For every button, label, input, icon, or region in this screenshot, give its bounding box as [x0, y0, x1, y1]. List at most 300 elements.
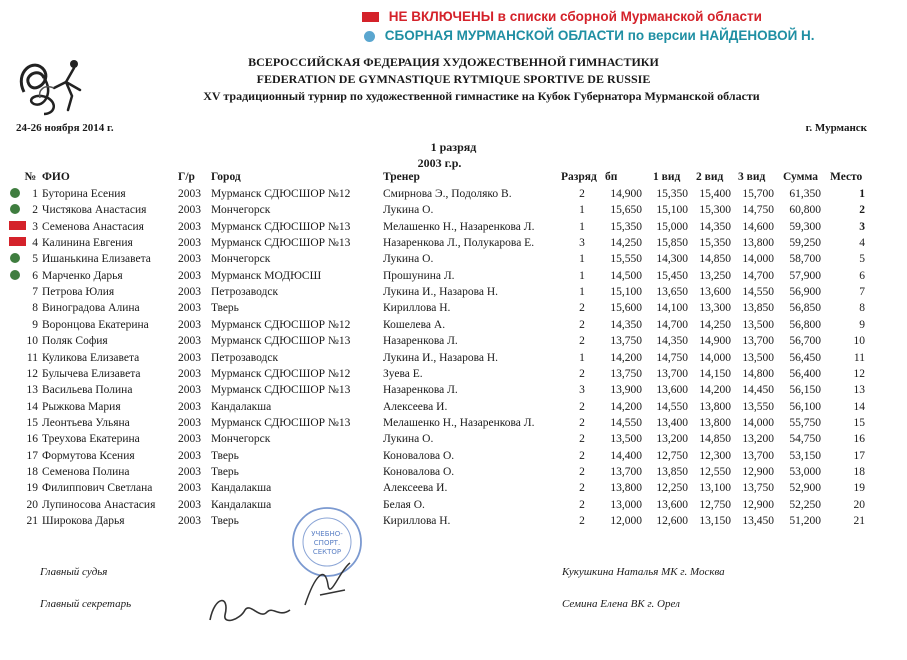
cell-year: 2003: [178, 188, 201, 200]
cell-sum: 56,900: [789, 286, 821, 299]
cell-city: Мурманск СДЮСШОР №13: [211, 335, 351, 348]
cell-coach: Назаренкова Л.: [383, 335, 458, 348]
cell-place: 8: [859, 302, 865, 315]
table-row: [0, 286, 907, 302]
cell-name: Лупиносова Анастасия: [42, 498, 156, 511]
federation-title-ru: ВСЕРОССИЙСКАЯ ФЕДЕРАЦИЯ ХУДОЖЕСТВЕННОЙ ГИМНАСТИКИ: [248, 55, 659, 69]
cell-year: 2003: [178, 204, 201, 217]
cell-num: 5: [32, 253, 38, 266]
table-row: [0, 319, 907, 335]
cell-v1: 13,200: [656, 433, 688, 446]
cell-v1: 12,750: [656, 449, 688, 462]
event-city: г. Мурманск: [805, 122, 867, 134]
cell-year: 2003: [178, 416, 201, 429]
cell-bp: 15,550: [610, 253, 642, 266]
cell-place: 12: [853, 367, 865, 380]
cell-sum: 58,700: [789, 253, 821, 266]
cell-coach: Лукина О.: [383, 253, 434, 266]
cell-v1: 15,850: [656, 237, 688, 250]
cell-name: Треухова Екатерина: [42, 433, 140, 446]
cell-coach: Зуева Е.: [383, 367, 423, 380]
cell-sum: 56,700: [789, 335, 821, 348]
cell-num: 14: [26, 400, 38, 413]
svg-text:УЧЕБНО-: УЧЕБНО-: [311, 530, 343, 538]
table-row: [0, 270, 907, 286]
cell-num: 4: [32, 237, 38, 250]
cell-v3: 14,600: [742, 220, 774, 233]
cell-num: 7: [32, 286, 38, 299]
cell-year: 2003: [178, 515, 201, 527]
cell-v2: 14,850: [699, 253, 731, 266]
chief-judge-label: Главный судья: [40, 566, 108, 578]
cell-place: 15: [853, 416, 865, 429]
cell-coach: Кириллова Н.: [383, 515, 451, 527]
cell-year: 2003: [178, 449, 201, 462]
cell-name: Виноградова Алина: [42, 302, 140, 315]
cell-place: 1: [859, 188, 865, 200]
cell-v3: 14,450: [742, 384, 774, 397]
cell-num: 11: [26, 351, 38, 364]
cell-place: 19: [853, 482, 865, 495]
cell-city: Мурманск СДЮСШОР №13: [211, 220, 351, 233]
cell-v2: 14,250: [699, 318, 731, 331]
col-bp: бп: [605, 171, 618, 183]
cell-name: Чистякова Анастасия: [42, 204, 147, 217]
cell-num: 13: [26, 384, 38, 397]
table-row: [0, 384, 907, 400]
cell-v1: 12,250: [656, 482, 688, 495]
cell-num: 2: [32, 204, 38, 217]
cell-year: 2003: [178, 335, 201, 348]
cell-year: 2003: [178, 220, 201, 233]
cell-v3: 13,700: [742, 449, 774, 462]
cell-coach: Мелашенко Н., Назаренкова Л.: [383, 416, 535, 429]
cell-coach: Прошунина Л.: [383, 269, 455, 282]
cell-v3: 13,450: [742, 515, 774, 527]
cell-bp: 13,500: [610, 433, 642, 446]
cell-num: 16: [26, 433, 38, 446]
cell-v3: 12,900: [742, 465, 774, 478]
cell-bp: 13,900: [610, 384, 642, 397]
cell-v2: 13,150: [699, 515, 731, 527]
cell-rank: 2: [579, 465, 585, 478]
legend-team: [364, 28, 815, 43]
cell-v2: 13,100: [699, 482, 731, 495]
cell-v3: 13,500: [742, 351, 774, 364]
cell-v2: 15,350: [699, 237, 731, 250]
cell-v1: 14,100: [656, 302, 688, 315]
cell-place: 20: [853, 498, 865, 511]
cell-v2: 13,300: [699, 302, 731, 315]
event-dates: 24-26 ноября 2014 г.: [16, 122, 114, 134]
table-row: [0, 450, 907, 466]
cell-year: 2003: [178, 367, 201, 380]
federation-title-fr: FEDERATION DE GYMNASTIQUE RYTMIQUE SPORTIVE DE RUSSIE: [256, 72, 651, 86]
cell-v2: 14,900: [699, 335, 731, 348]
cell-v3: 15,700: [742, 188, 774, 200]
cell-place: 13: [853, 384, 865, 397]
cell-bp: 14,200: [610, 400, 642, 413]
cell-year: 2003: [178, 465, 201, 478]
cell-v1: 13,700: [656, 367, 688, 380]
chief-secretary-label: Главный секретарь: [40, 598, 132, 610]
cell-city: Тверь: [211, 515, 239, 527]
table-row: [0, 433, 907, 449]
svg-text:СПОРТ.: СПОРТ.: [313, 539, 341, 547]
cell-sum: 53,150: [789, 449, 821, 462]
table-row: [0, 335, 907, 351]
cell-v1: 14,700: [656, 318, 688, 331]
secretary-signature: [205, 590, 295, 635]
cell-coach: Мелашенко Н., Назаренкова Л.: [383, 220, 535, 233]
cell-sum: 56,150: [789, 384, 821, 397]
cell-sum: 60,800: [789, 204, 821, 217]
cell-sum: 61,350: [789, 188, 821, 200]
cell-v2: 14,350: [699, 220, 731, 233]
cell-coach: Лукина И., Назарова Н.: [383, 351, 499, 364]
green-dot-icon: [10, 188, 20, 198]
cell-v3: 13,200: [742, 433, 774, 446]
cell-num: 21: [26, 515, 38, 527]
cell-name: Широкова Дарья: [42, 515, 125, 527]
col-city: Город: [211, 171, 241, 183]
cell-v3: 13,700: [742, 335, 774, 348]
cell-rank: 3: [579, 237, 585, 250]
cell-coach: Лукина И., Назарова Н.: [383, 286, 499, 299]
cell-city: Мончегорск: [211, 433, 271, 446]
cell-coach: Коновалова О.: [383, 449, 455, 462]
cell-city: Петрозаводск: [211, 351, 279, 364]
table-row: [0, 204, 907, 220]
cell-coach: Кошелева А.: [383, 318, 446, 331]
cell-v3: 13,750: [742, 482, 774, 495]
cell-num: 9: [32, 318, 38, 331]
cell-name: Петрова Юлия: [42, 286, 115, 299]
col-v2: 2 вид: [696, 171, 724, 183]
red-square-icon: [362, 12, 379, 22]
cell-city: Кандалакша: [211, 498, 272, 511]
cell-coach: Назаренкова Л.: [383, 384, 458, 397]
cell-place: 10: [853, 335, 865, 348]
table-row: [0, 352, 907, 368]
cell-rank: 2: [579, 482, 585, 495]
cell-sum: 57,900: [789, 269, 821, 282]
cell-num: 1: [32, 188, 38, 200]
cell-sum: 56,800: [789, 318, 821, 331]
cell-rank: 2: [579, 302, 585, 315]
cell-sum: 56,400: [789, 367, 821, 380]
cell-v1: 15,450: [656, 269, 688, 282]
cell-city: Мурманск СДЮСШОР №12: [211, 318, 351, 331]
cell-rank: 1: [579, 269, 585, 282]
cell-year: 2003: [178, 269, 201, 282]
cell-place: 21: [853, 515, 865, 527]
cell-place: 14: [853, 400, 865, 413]
cell-year: 2003: [178, 302, 201, 315]
cell-coach: Алексеева И.: [383, 400, 448, 413]
cell-v2: 14,200: [699, 384, 731, 397]
cell-year: 2003: [178, 351, 201, 364]
table-row: [0, 237, 907, 253]
cell-v3: 14,000: [742, 253, 774, 266]
cell-v1: 13,600: [656, 498, 688, 511]
cell-v2: 13,800: [699, 416, 731, 429]
cell-city: Петрозаводск: [211, 286, 279, 299]
cell-name: Семенова Полина: [42, 465, 130, 478]
cell-v3: 14,800: [742, 367, 774, 380]
col-v3: 3 вид: [738, 171, 766, 183]
cell-year: 2003: [178, 498, 201, 511]
cell-sum: 52,900: [789, 482, 821, 495]
cell-city: Мурманск СДЮСШОР №12: [211, 367, 351, 380]
cell-place: 11: [853, 351, 865, 364]
cell-v1: 13,400: [656, 416, 688, 429]
cell-sum: 54,750: [789, 433, 821, 446]
cell-num: 17: [26, 449, 38, 462]
cell-place: 18: [853, 465, 865, 478]
cell-v2: 15,400: [699, 188, 731, 200]
cell-v1: 13,650: [656, 286, 688, 299]
cell-v1: 15,350: [656, 188, 688, 200]
cell-num: 19: [26, 482, 38, 495]
cell-rank: 2: [579, 367, 585, 380]
cell-v1: 14,750: [656, 351, 688, 364]
cell-rank: 1: [579, 351, 585, 364]
col-sum: Сумма: [783, 171, 818, 183]
cell-bp: 15,350: [610, 220, 642, 233]
cell-sum: 59,300: [789, 220, 821, 233]
table-row: [0, 417, 907, 433]
cell-v2: 14,850: [699, 433, 731, 446]
cell-v2: 15,300: [699, 204, 731, 217]
cell-rank: 2: [579, 449, 585, 462]
cell-num: 6: [32, 269, 38, 282]
cell-coach: Назаренкова Л., Полукарова Е.: [383, 237, 535, 250]
cell-sum: 56,850: [789, 302, 821, 315]
cell-coach: Лукина О.: [383, 433, 434, 446]
cell-coach: Лукина О.: [383, 204, 434, 217]
cell-num: 10: [26, 335, 38, 348]
cell-city: Тверь: [211, 449, 239, 462]
col-rank: Разряд: [561, 171, 597, 183]
cell-name: Марченко Дарья: [42, 269, 123, 282]
table-row: [0, 466, 907, 482]
chief-secretary-name: Семина Елена ВК г. Орел: [562, 598, 680, 610]
cell-v2: 14,000: [699, 351, 731, 364]
cell-v3: 13,550: [742, 400, 774, 413]
cell-bp: 13,700: [610, 465, 642, 478]
cell-year: 2003: [178, 253, 201, 266]
col-year: Г/р: [178, 171, 195, 183]
table-row: [0, 515, 907, 531]
legend-blue-text: СБОРНАЯ МУРМАНСКОЙ ОБЛАСТИ по версии НАЙДЕНОВОЙ Н.: [384, 28, 815, 43]
cell-rank: 3: [579, 384, 585, 397]
cell-city: Мурманск СДЮСШОР №13: [211, 416, 351, 429]
cell-v3: 13,500: [742, 318, 774, 331]
cell-name: Куликова Елизавета: [42, 351, 140, 364]
table-row: [0, 253, 907, 269]
cell-bp: 13,800: [610, 482, 642, 495]
cell-city: Мурманск СДЮСШОР №13: [211, 384, 351, 397]
cell-v2: 13,800: [699, 400, 731, 413]
cell-year: 2003: [178, 400, 201, 413]
cell-place: 7: [859, 286, 865, 299]
cell-name: Булычева Елизавета: [42, 367, 141, 380]
cell-coach: Смирнова Э., Подоляко В.: [383, 188, 512, 200]
cell-rank: 1: [579, 253, 585, 266]
cell-v3: 14,750: [742, 204, 774, 217]
cell-bp: 13,750: [610, 335, 642, 348]
cell-v1: 12,600: [656, 515, 688, 527]
cell-v1: 13,600: [656, 384, 688, 397]
cell-sum: 55,750: [789, 416, 821, 429]
cell-city: Кандалакша: [211, 400, 272, 413]
cell-city: Тверь: [211, 465, 239, 478]
category-title: 1 разряд: [430, 140, 477, 154]
table-row: [0, 188, 907, 204]
cell-bp: 14,250: [610, 237, 642, 250]
blue-dot-icon: [364, 31, 375, 42]
cell-name: Поляк София: [42, 335, 108, 348]
col-place: Место: [830, 171, 863, 183]
cell-bp: 15,100: [610, 286, 642, 299]
cell-rank: 2: [579, 433, 585, 446]
col-name: ФИО: [42, 171, 70, 183]
cell-v3: 14,700: [742, 269, 774, 282]
cell-rank: 2: [579, 335, 585, 348]
cell-v1: 14,550: [656, 400, 688, 413]
cell-sum: 56,100: [789, 400, 821, 413]
cell-v3: 13,800: [742, 237, 774, 250]
table-row: [0, 482, 907, 498]
cell-v1: 14,300: [656, 253, 688, 266]
cell-place: 16: [853, 433, 865, 446]
cell-city: Кандалакша: [211, 482, 272, 495]
table-row: [0, 368, 907, 384]
cell-sum: 59,250: [789, 237, 821, 250]
tournament-title: XV традиционный турнир по художественной гимнастике на Кубок Губернатора Мурманской области: [203, 89, 760, 103]
cell-rank: 2: [579, 188, 585, 200]
cell-v1: 14,350: [656, 335, 688, 348]
cell-name: Воронцова Екатерина: [42, 318, 149, 331]
cell-sum: 56,450: [789, 351, 821, 364]
green-dot-icon: [10, 253, 20, 263]
cell-sum: 52,250: [789, 498, 821, 511]
cell-name: Филиппович Светлана: [42, 482, 153, 495]
col-v1: 1 вид: [653, 171, 681, 183]
cell-city: Мурманск СДЮСШОР №13: [211, 237, 351, 250]
cell-name: Семенова Анастасия: [42, 220, 144, 233]
cell-name: Ишанькина Елизавета: [42, 253, 151, 266]
cell-v3: 14,000: [742, 416, 774, 429]
cell-v2: 12,300: [699, 449, 731, 462]
birth-year-title: 2003 г.р.: [417, 156, 462, 170]
cell-rank: 2: [579, 416, 585, 429]
judge-signature: [300, 555, 360, 620]
chief-judge-name: Кукушкина Наталья МК г. Москва: [562, 566, 725, 578]
cell-city: Мончегорск: [211, 253, 271, 266]
cell-name: Рыжкова Мария: [42, 400, 121, 413]
cell-year: 2003: [178, 384, 201, 397]
cell-bp: 12,000: [610, 515, 642, 527]
cell-place: 3: [859, 220, 865, 233]
cell-num: 18: [26, 465, 38, 478]
cell-rank: 2: [579, 400, 585, 413]
cell-bp: 14,550: [610, 416, 642, 429]
cell-bp: 14,200: [610, 351, 642, 364]
cell-place: 6: [859, 269, 865, 282]
cell-name: Леонтьева Ульяна: [42, 416, 130, 429]
cell-place: 4: [859, 237, 865, 250]
cell-coach: Коновалова О.: [383, 465, 455, 478]
cell-num: 15: [26, 416, 38, 429]
cell-num: 3: [32, 220, 38, 233]
cell-v3: 14,550: [742, 286, 774, 299]
cell-name: Васильева Полина: [42, 384, 133, 397]
legend-red-text: НЕ ВКЛЮЧЕНЫ в списки сборной Мурманской области: [388, 9, 762, 24]
cell-year: 2003: [178, 237, 201, 250]
cell-v1: 15,100: [656, 204, 688, 217]
col-num: №: [24, 171, 36, 183]
cell-bp: 14,500: [610, 269, 642, 282]
cell-v2: 12,750: [699, 498, 731, 511]
cell-sum: 53,000: [789, 465, 821, 478]
cell-v1: 13,850: [656, 465, 688, 478]
green-dot-icon: [10, 270, 20, 280]
cell-coach: Алексеева И.: [383, 482, 448, 495]
cell-rank: 1: [579, 220, 585, 233]
cell-v3: 13,850: [742, 302, 774, 315]
cell-rank: 1: [579, 204, 585, 217]
col-coach: Тренер: [383, 171, 420, 183]
table-row: [0, 221, 907, 237]
cell-coach: Кириллова Н.: [383, 302, 451, 315]
cell-rank: 1: [579, 286, 585, 299]
cell-sum: 51,200: [789, 515, 821, 527]
cell-rank: 2: [579, 498, 585, 511]
cell-name: Формутова Ксения: [42, 449, 135, 462]
cell-bp: 13,000: [610, 498, 642, 511]
cell-bp: 15,600: [610, 302, 642, 315]
cell-rank: 2: [579, 515, 585, 527]
cell-v2: 13,600: [699, 286, 731, 299]
cell-city: Мурманск МОДЮСШ: [211, 269, 322, 282]
cell-city: Тверь: [211, 302, 239, 315]
cell-v2: 14,150: [699, 367, 731, 380]
legend-not-included: [362, 9, 762, 24]
cell-num: 20: [26, 498, 38, 511]
cell-bp: 13,750: [610, 367, 642, 380]
cell-name: Буторина Есения: [42, 188, 126, 200]
cell-year: 2003: [178, 433, 201, 446]
cell-place: 17: [853, 449, 865, 462]
cell-bp: 15,650: [610, 204, 642, 217]
cell-coach: Белая О.: [383, 498, 425, 511]
cell-v2: 12,550: [699, 465, 731, 478]
cell-bp: 14,350: [610, 318, 642, 331]
table-row: [0, 401, 907, 417]
green-dot-icon: [10, 204, 20, 214]
cell-bp: 14,900: [610, 188, 642, 200]
cell-num: 12: [26, 367, 38, 380]
cell-num: 8: [32, 302, 38, 315]
cell-year: 2003: [178, 286, 201, 299]
cell-place: 2: [859, 204, 865, 217]
cell-city: Мончегорск: [211, 204, 271, 217]
table-row: [0, 499, 907, 515]
cell-bp: 14,400: [610, 449, 642, 462]
table-row: [0, 302, 907, 318]
